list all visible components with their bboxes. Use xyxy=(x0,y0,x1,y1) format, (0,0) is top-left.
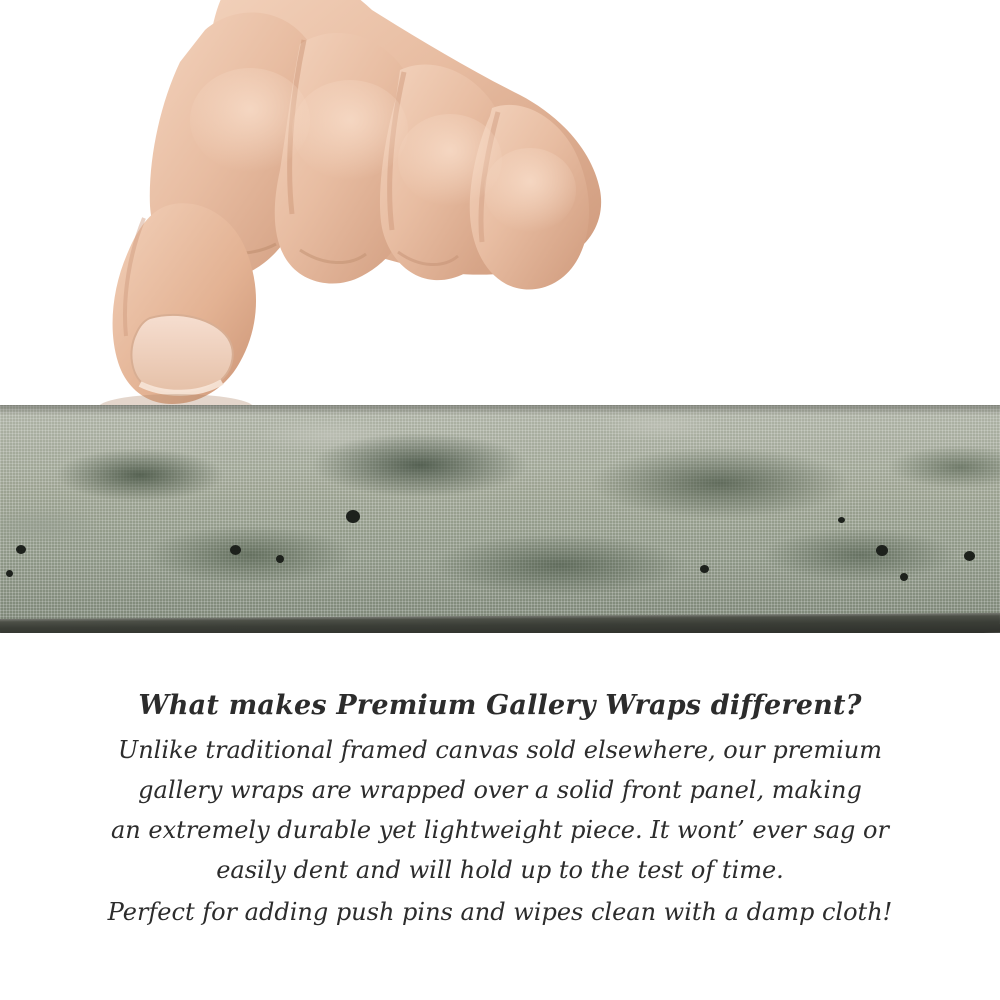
canvas-speck xyxy=(6,570,13,577)
hand-illustration xyxy=(0,0,1000,420)
canvas-speck xyxy=(230,545,241,555)
canvas-speck xyxy=(276,555,284,563)
caption-line: Unlike traditional framed canvas sold elsewhere, our premium xyxy=(117,736,882,764)
caption-body xyxy=(0,733,1000,929)
hand-svg xyxy=(0,0,1000,420)
strip-top-shadow xyxy=(0,405,1000,415)
canvas-weave-surface xyxy=(0,405,1000,623)
caption-line: gallery wraps are wrapped over a solid front panel, making xyxy=(138,776,862,805)
canvas-speck xyxy=(876,545,888,556)
canvas-edge-strip xyxy=(0,405,1000,633)
caption-line: Perfect for adding push pins and wipes clean with a damp cloth! xyxy=(107,898,893,927)
caption-title: What makes Premium Gallery Wraps different? xyxy=(138,690,862,721)
caption-line: easily dent and will hold up to the test of time. xyxy=(216,856,784,885)
canvas-speck xyxy=(900,573,908,581)
canvas-speck xyxy=(16,545,26,554)
caption-block xyxy=(0,690,1000,935)
canvas-speck xyxy=(700,565,709,573)
caption-line: an extremely durable yet lightweight piece. It wont’ ever sag or xyxy=(111,816,889,845)
canvas-speck xyxy=(838,517,845,523)
canvas-speck xyxy=(964,551,975,561)
canvas-speck xyxy=(346,510,360,523)
